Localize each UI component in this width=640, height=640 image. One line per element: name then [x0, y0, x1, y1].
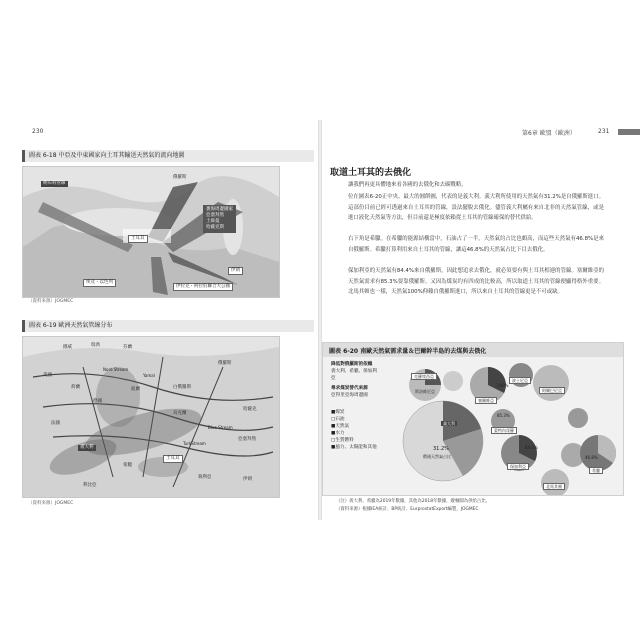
legend-item-2: 土庫曼 — [206, 219, 220, 224]
key-hydro: ■水力 — [331, 431, 345, 436]
label-iran: 伊朗 — [228, 267, 243, 275]
bubble-label-north-macedonia: 北馬其頓 — [543, 483, 565, 490]
label-belarus: 白俄羅斯 — [173, 385, 191, 390]
paragraph-1: 讓我們再更具體地來看各國的去俄化和去碳戰略。 — [348, 182, 467, 188]
label-russia-europe: 俄羅斯 — [218, 361, 232, 366]
paragraph-3: 右下角是希臘。在希臘的能源結構當中，石油占了一半，天然氣約占比也頗高，而這些天然氣有46.8%是來自俄羅斯。希臘打算利用來自土耳其的管線，讓這46.8%的天然氣占比下目去俄化。 — [348, 236, 604, 253]
chart-note: （注）義大利、希臘為2019年數據，其他為2018年數據，縱軸圓為供給占比。 — [336, 499, 491, 504]
section-title: 取道土耳其的去俄化 — [330, 168, 412, 178]
bubble-label-greece: 希臘 — [589, 467, 603, 474]
bubble-label-montenegro: 蒙特內哥羅 — [491, 427, 517, 434]
key-coal: ■煤炭 — [331, 410, 345, 415]
key-oil: □石油 — [331, 417, 345, 422]
label-germany: 德國 — [93, 399, 102, 404]
label-uk: 英國 — [43, 373, 52, 378]
chapter-thumb-tab — [618, 129, 640, 135]
chart-title: 圖表 6-20 南歐天然氣需求量＆巴爾幹半島的去煤與去俄化 — [329, 348, 487, 355]
key-wind-solar: ■風力、太陽能和其他 — [331, 445, 377, 450]
label-ukraine: 烏克蘭 — [173, 411, 187, 416]
figure-6-20-chart — [322, 342, 624, 496]
key-gas: ■天然氣 — [331, 424, 350, 429]
paragraph-2: 位在圖表6-20正中央、最大的圓餅圖，代表的是義大利。義大利所使用的天然氣有31.2%是自俄羅斯進口。這部份目前已經可透過來自土耳其的管線，設法擺脫去俄化。儘管義大利屬有來自北非的天然氣管線，或是進口液化天然氣等方法，但目前還是極度依賴從土耳其的管線確保的替代供給。 — [348, 194, 604, 221]
label-pipeline: 納布科管線 — [43, 181, 66, 186]
bubble-chart-graphic — [323, 343, 623, 495]
paragraph-4: 保加利亞的天然氣有84.4%來自俄羅斯，因此想追求去俄化，就必須要有與土耳其相連的管線。塞爾維亞的天然氣需求有85.3%要靠俄羅斯。又因為煤炭約有四成的比較高，所以取道土耳其的管線便顯得格外重要。北馬其頓也一樣，天然氣100%仰賴自俄羅斯進口，所以來自土耳其的管線更是不可或缺。 — [348, 268, 604, 295]
label-turkstream: TurkStream — [183, 441, 206, 446]
label-nord-stream: Nord Stream — [103, 367, 129, 372]
label-blue-stream: Blue Stream — [208, 425, 233, 430]
label-norway: 挪威 — [63, 345, 72, 350]
label-iran-europe: 伊朗 — [243, 477, 252, 482]
label-libya: 利比亞 — [83, 483, 97, 488]
bubble-label-bulgaria-pct: 84.4% — [525, 445, 538, 450]
label-kazakhstan: 哈薩克 — [243, 407, 257, 412]
label-france: 法國 — [51, 421, 60, 426]
right-page-number: 231 — [598, 128, 610, 135]
legend-item-1: 亞塞拜然 — [206, 213, 224, 218]
map-middle-east-flows — [22, 166, 280, 298]
label-egypt-israel: 埃及・以色列 — [83, 279, 116, 287]
chart-source: （資料來源）根據IEA統計、BP統計、EurprostatExport編製，JOGMEC — [336, 507, 479, 512]
book-spread — [18, 120, 622, 520]
bubble-label-croatia: 克羅埃西亞 — [411, 373, 437, 380]
bubble-label-greece-pct: 46.8% — [585, 455, 598, 460]
label-italy: 義大利 — [80, 445, 94, 450]
left-page-number: 230 — [32, 128, 44, 135]
heading-reduce-russia: 降低對俄羅斯的依賴 — [331, 362, 373, 367]
heading-coal-alt-sub: 亞得里亞海周邊國 — [331, 393, 368, 398]
label-russia: 俄羅斯 — [173, 175, 187, 180]
label-syria: 敘利亞 — [198, 475, 212, 480]
legend-title: 裏海周邊國家 — [206, 207, 233, 212]
label-turkey-europe: 土耳其 — [163, 455, 183, 463]
label-azerbaijan: 亞塞拜然 — [238, 437, 256, 442]
legend-caspian — [203, 205, 236, 233]
left-page — [18, 120, 318, 520]
bubble-label-slovenia: 斯洛維尼亞 — [415, 389, 435, 394]
figure-6-18-source: （資料來源）JOGMEC — [28, 299, 74, 304]
figure-6-18-title: 圖表 6-18 中亞及中東國家向土耳其輸送天然氣的流向地圖 — [22, 150, 314, 162]
key-biofuel: □生質燃料 — [331, 438, 354, 443]
label-sweden: 瑞典 — [91, 343, 100, 348]
bubble-label-bosnia: 波士尼亞 — [509, 377, 531, 384]
heading-reduce-russia-sub: 義大利、希臘、保加利亞 — [331, 369, 377, 381]
figure-6-19-title: 圖表 6-19 歐洲天然氣管線分布 — [22, 320, 314, 332]
label-iraq-uae: 伊拉克・阿拉伯聯合大公國 — [173, 283, 233, 291]
label-greece: 希臘 — [123, 463, 132, 468]
running-head: 第6章 歐盟（歐洲） — [522, 130, 576, 137]
heading-coal-alt: 尋求煤炭替代來源 — [331, 386, 368, 391]
bubble-label-bulgaria: 保加利亞 — [507, 463, 529, 470]
label-poland: 波蘭 — [131, 387, 140, 392]
map-europe-pipelines — [22, 336, 280, 498]
label-finland: 芬蘭 — [123, 345, 132, 350]
bubble-label-albania: 阿爾巴尼亞 — [539, 387, 565, 394]
label-turkey: 土耳其 — [128, 235, 148, 243]
bubble-label-85pct: 85.3% — [497, 413, 510, 418]
bubble-label-100pct: 100% — [497, 383, 509, 388]
figure-6-19-source: （資料來源）JOGMEC — [28, 501, 74, 506]
label-netherlands: 荷蘭 — [71, 385, 80, 390]
bubble-label-italy-note: 俄國天然氣占比 — [423, 454, 451, 459]
right-page — [322, 120, 622, 520]
bubble-label-serbia: 塞爾維亞 — [475, 397, 497, 404]
legend-item-3: 哈薩克斯 — [206, 225, 224, 230]
bubble-label-italy: 義大利 — [443, 421, 455, 426]
bubble-label-italy-pct: 31.2% — [433, 446, 449, 452]
label-yamal: Yamal — [143, 373, 155, 378]
map-europe-graphic — [23, 337, 279, 497]
